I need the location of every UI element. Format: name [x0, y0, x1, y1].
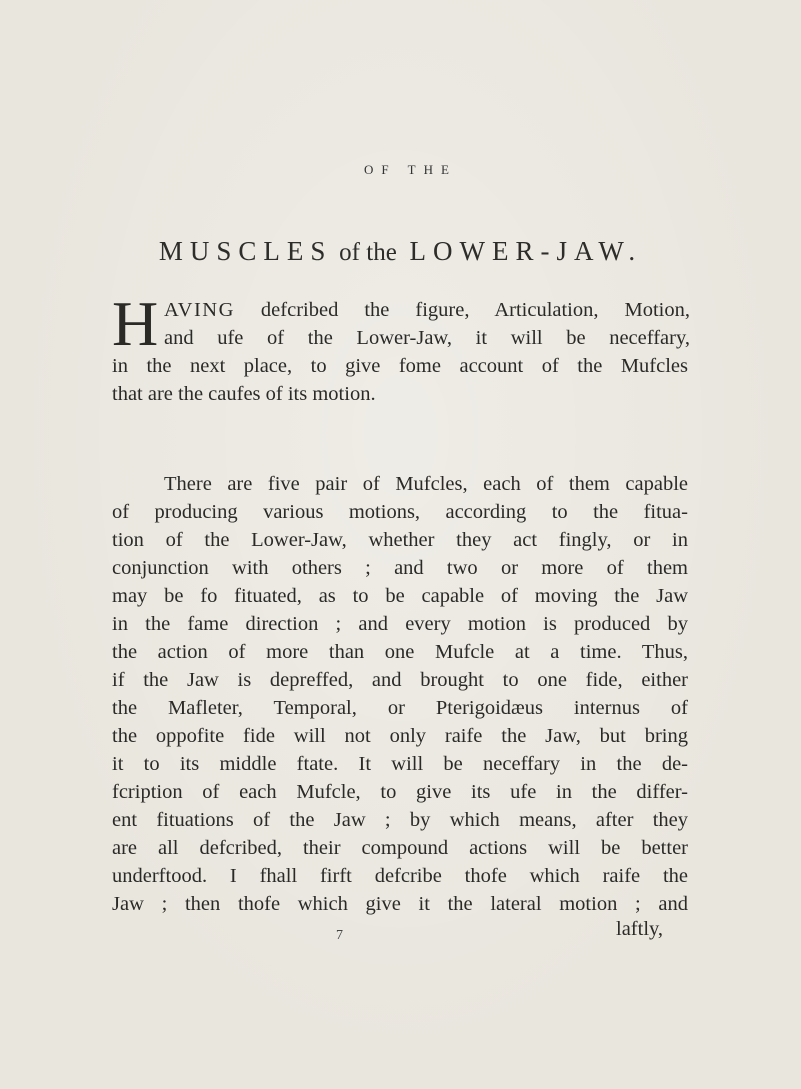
paragraph1-line-2: and ufe of the Lower-Jaw, it will be neceffary, [164, 327, 690, 349]
paragraph2-line-1: There are five pair of Mufcles, each of them capable [164, 473, 688, 495]
paragraph2-line-3: tion of the Lower-Jaw, whether they act fingly, or in [112, 529, 688, 551]
paragraph1-line-1-caps: AVING [164, 299, 235, 321]
paragraph2-line-4: conjunction with others ; and two or more of them [112, 557, 688, 579]
title-part-muscles: MUSCLES [158, 236, 333, 266]
paragraph2-line-14: are all defcribed, their compound actions will be better [112, 837, 688, 859]
catchword: laftly, [616, 918, 664, 940]
paragraph2-line-7: the action of more than one Mufcle at a time. Thus, [112, 641, 688, 663]
paragraph1-line-1 [164, 296, 690, 324]
paragraph2-line-11: it to its middle ftate. It will be neceffary in the de- [112, 753, 688, 775]
paragraph2-line-15: underftood. I fhall firft defcribe thofe which raife the [112, 865, 688, 887]
paragraph1-line-3: in the next place, to give fome account of the Mufcles [112, 355, 688, 377]
title-part-lower-jaw: LOWER-JAW. [409, 236, 643, 266]
paragraph1-line-1-rest: defcribed the figure, Articulation, Motion, [260, 299, 691, 321]
chapter-title [0, 236, 801, 267]
title-part-of-the: of the [339, 239, 397, 266]
paragraph2-line-12: fcription of each Mufcle, to give its ufe in the differ- [112, 781, 688, 803]
paragraph1-line-4: that are the caufes of its motion. [112, 383, 376, 405]
paragraph2-line-8: if the Jaw is depreffed, and brought to one fide, either [112, 669, 688, 691]
paragraph2-line-5: may be fo fituated, as to be capable of moving the Jaw [112, 585, 688, 607]
paragraph2-line-2: of producing various motions, according to the fitua- [112, 501, 688, 523]
running-head: OF THE [364, 162, 457, 177]
paragraph2-line-10: the oppofite fide will not only raife the Jaw, but bring [112, 725, 688, 747]
drop-cap: H [112, 288, 159, 359]
page-footer [0, 918, 801, 948]
paragraph2-line-9: the Mafleter, Temporal, or Pterigoidæus internus of [112, 697, 688, 719]
paragraph2-line-6: in the fame direction ; and every motion is produced by [112, 613, 688, 635]
signature-mark: 7 [336, 928, 343, 943]
paragraph2-line-13: ent fituations of the Jaw ; by which means, after they [112, 809, 688, 831]
paragraph2-line-16: Jaw ; then thofe which give it the lateral motion ; and [112, 893, 688, 915]
